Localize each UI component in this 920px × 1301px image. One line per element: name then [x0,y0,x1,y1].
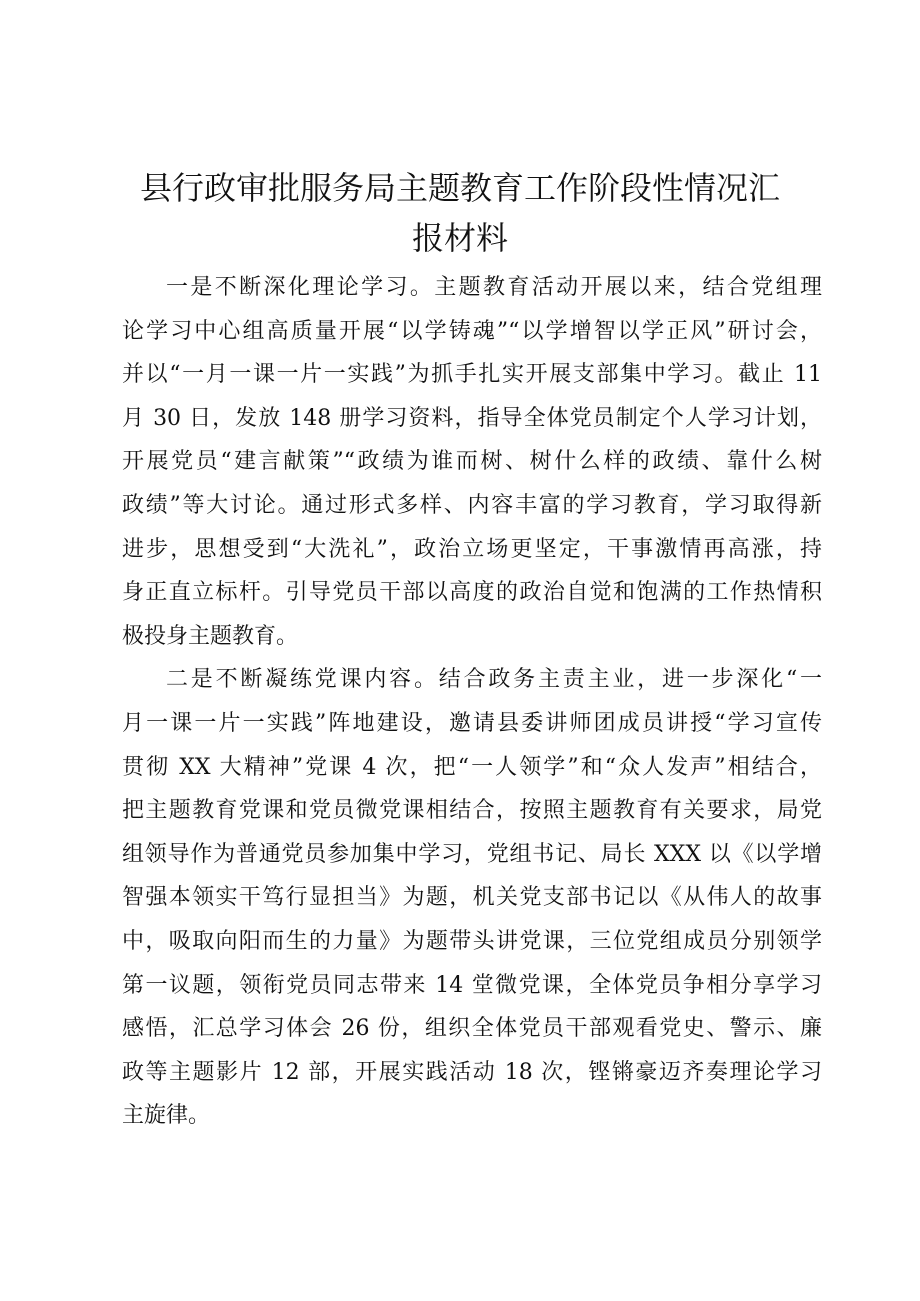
document-body [122,266,822,1138]
text-line: 中，吸取向阳而生的力量》为题带头讲党课，三位党组成员分别领学 [122,928,822,954]
text-line: 感悟，汇总学习体会 26 份，组织全体党员干部观看党史、警示、廉 [122,1016,822,1042]
text-line: 政绩”等大讨论。通过形式多样、内容丰富的学习教育，学习取得新 [122,492,822,518]
paragraph-party-lecture [122,658,822,1138]
text-line: 进步，思想受到“大洗礼”，政治立场更坚定，干事激情再高涨，持 [122,536,822,562]
text-line: 身正直立标杆。引导党员干部以高度的政治自觉和饱满的工作热情积 [122,580,822,606]
text-line: 智强本领实干笃行显担当》为题，机关党支部书记以《从伟人的故事 [122,885,822,911]
text-line: 一是不断深化理论学习。主题教育活动开展以来，结合党组理 [166,275,822,300]
title-line: 县行政审批服务局主题教育工作阶段性情况汇 [139,169,780,207]
text-line: 政等主题影片 12 部，开展实践活动 18 次，铿锵豪迈齐奏理论学习 [122,1059,822,1085]
text-line: 月 30 日，发放 148 册学习资料，指导全体党员制定个人学习计划， [122,405,822,431]
text-line: 月一课一片一实践”阵地建设，邀请县委讲师团成员讲授“学习宣传 [122,710,822,736]
text-line: 极投身主题教育。 [122,623,299,649]
text-line: 贯彻 XX 大精神”党课 4 次，把“一人领学”和“众人发声”相结合， [122,754,822,780]
text-line: 论学习中心组高质量开展“以学铸魂”“以学增智以学正风”研讨会， [122,318,822,344]
text-line: 第一议题，领衔党员同志带来 14 堂微党课，全体党员争相分享学习 [122,972,822,998]
text-line: 开展党员“建言献策”“政绩为谁而树、树什么样的政绩、靠什么树 [122,449,822,475]
text-line: 组领导作为普通党员参加集中学习，党组书记、局长 XXX 以《以学增 [122,841,822,867]
text-line: 二是不断凝练党课内容。结合政务主责主业，进一步深化“一 [166,667,822,693]
text-line: 并以“一月一课一片一实践”为抓手扎实开展支部集中学习。截止 11 [122,362,822,388]
title-line: 报材料 [411,219,508,257]
paragraph-theory-study [122,266,822,658]
document-title [120,163,800,263]
text-line: 把主题教育党课和党员微党课相结合，按照主题教育有关要求，局党 [122,798,822,824]
text-line: 主旋律。 [122,1103,211,1129]
